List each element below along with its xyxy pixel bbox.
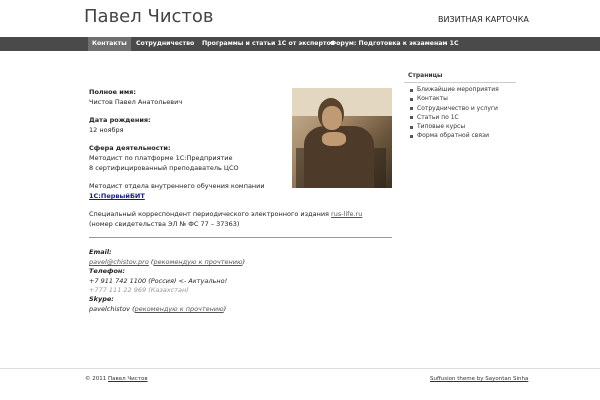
nav-item-programs[interactable]: Программы и статьи 1С от экспертов <box>202 40 335 47</box>
certificate-text: (номер свидетельства ЭЛ № ФС 77 – 37363) <box>89 220 240 228</box>
correspondent-text: Специальный корреспондент периодического электронного издания <box>89 210 329 218</box>
sidebar-item-articles[interactable]: Статьи по 1С <box>404 113 516 122</box>
company-link[interactable]: 1С:ПервыйБИТ <box>89 192 145 200</box>
sidebar-item-courses[interactable]: Типовые курсы <box>404 122 516 131</box>
bullet-icon <box>410 98 413 101</box>
footer-copyright: © 2011 Павел Чистов <box>85 376 148 382</box>
bullet-icon <box>410 116 413 119</box>
content-divider <box>89 237 392 238</box>
birthday-value: 12 ноября <box>89 126 124 134</box>
sidebar-item-contacts[interactable]: Контакты <box>404 94 516 103</box>
bullet-icon <box>410 89 413 92</box>
sidebar-title: Страницы <box>404 70 516 83</box>
profile-photo <box>292 88 392 188</box>
nav-item-contacts[interactable]: Контакты <box>88 37 131 51</box>
footer-theme-credit <box>430 376 528 382</box>
site-description: ВИЗИТНАЯ КАРТОЧКА <box>438 15 529 24</box>
sidebar-item-events[interactable]: Ближайшие мероприятия <box>404 85 516 94</box>
main-navigation <box>0 37 600 51</box>
footer-theme-link[interactable]: Suffusion theme by Sayontan Sinha <box>430 376 529 382</box>
skype-value: pavelchistov <box>89 305 131 313</box>
activity-label: Сфера деятельности: <box>89 144 171 152</box>
bullet-icon <box>410 107 413 110</box>
birthday-label: Дата рождения: <box>89 116 151 124</box>
activity-line-2: 8 сертифицированный преподаватель ЦСО <box>89 164 239 172</box>
footer-author-link[interactable]: Павел Чистов <box>108 376 148 382</box>
sidebar-pages <box>404 70 516 141</box>
bullet-icon <box>410 126 413 129</box>
activity-line-1: Методист по платформе 1С:Предприятие <box>89 154 233 162</box>
methodist-text: Методист отдела внутреннего обучения компании <box>89 182 265 190</box>
bullet-icon <box>410 135 413 138</box>
sidebar-item-cooperation[interactable]: Сотрудничество и услуги <box>404 104 516 113</box>
email-link[interactable]: pavel@chistov.pro <box>89 258 149 266</box>
nav-item-cooperation[interactable]: Сотрудничество <box>136 40 195 47</box>
phone-russia: +7 911 742 1100 (Россия) <- Актуально! <box>89 277 228 285</box>
site-title[interactable]: Павел Чистов <box>84 6 214 27</box>
footer-divider <box>0 368 600 369</box>
phone-kazakhstan: +777 111 22 969 (Казахстан) <box>89 286 189 294</box>
skype-recommend-link[interactable]: рекомендую к прочтению <box>134 305 224 313</box>
email-recommend-link[interactable]: рекомендую к прочтению <box>153 258 243 266</box>
nav-item-forum[interactable]: Форум: Подготовка к экзаменам 1С <box>330 40 459 47</box>
rus-life-link[interactable]: rus-life.ru <box>331 210 363 218</box>
phone-label: Телефон: <box>89 267 126 275</box>
sidebar-item-feedback[interactable]: Форма обратной связи <box>404 131 516 140</box>
fullname-value: Чистов Павел Анатольевич <box>89 98 183 106</box>
fullname-label: Полное имя: <box>89 88 136 96</box>
email-label: Email: <box>89 248 112 256</box>
skype-label: Skype: <box>89 295 114 303</box>
